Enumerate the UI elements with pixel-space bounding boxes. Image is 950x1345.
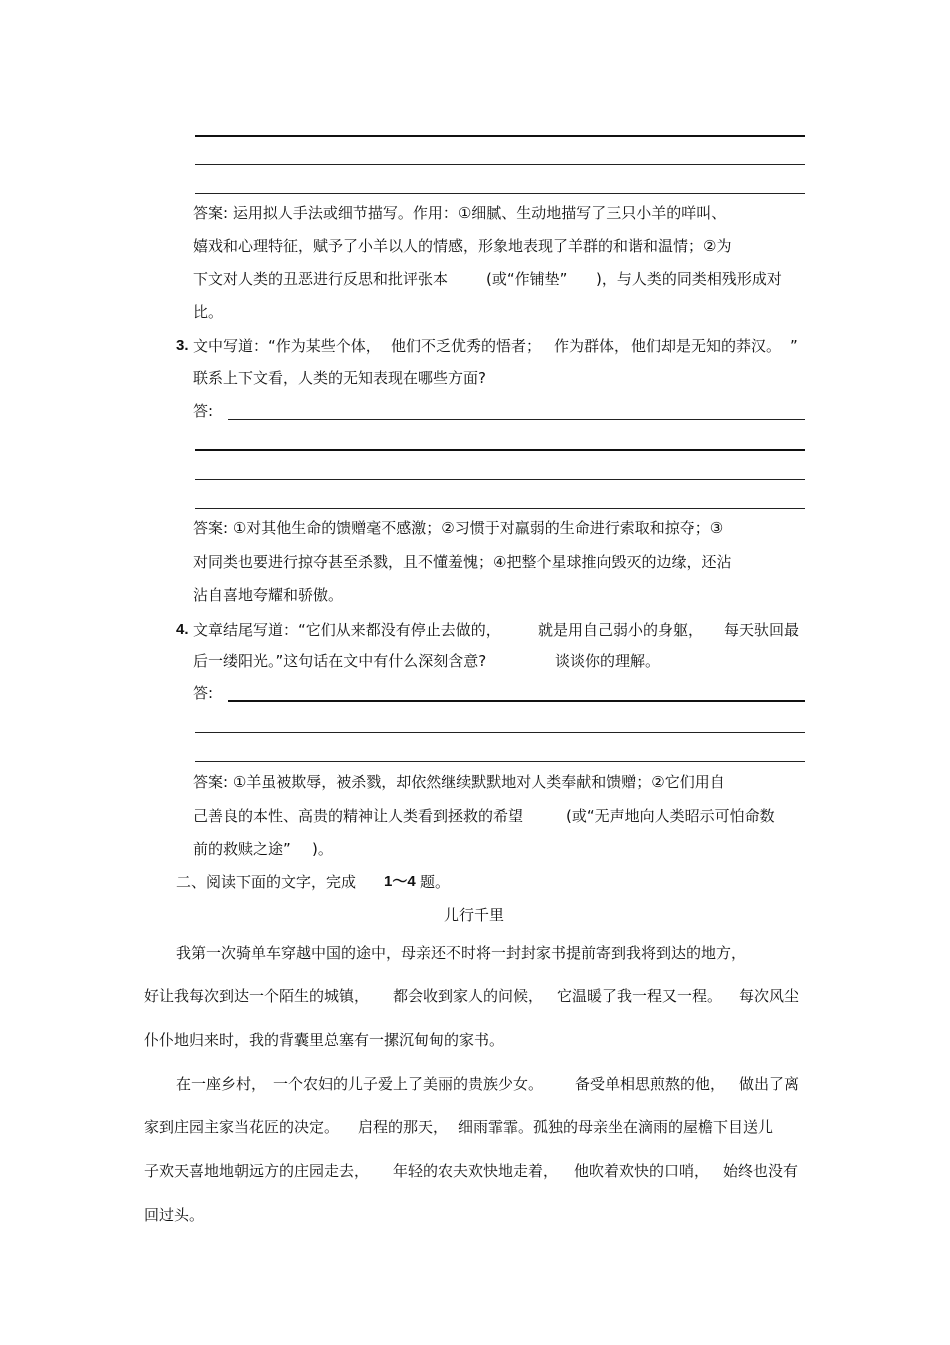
passage-p1-line-2d: 每次风尘 — [739, 987, 800, 1005]
q4-prompt-line-2b: 谈谈你的理解。 — [555, 652, 661, 670]
q3-prompt-a: 文中写道：“作为某些个体， — [193, 337, 381, 355]
answer-line — [195, 164, 805, 165]
q3-prompt-b: 他们不乏优秀的悟者； — [391, 337, 542, 355]
q3-answer-line[interactable] — [195, 449, 805, 451]
passage-p2-line-1c: 备受单相思煎熬的他， — [575, 1075, 726, 1093]
q4-answer-line-3b: )。 — [312, 840, 333, 858]
q3-prompt-d: 他们却是无知的莽汉。 — [631, 337, 782, 355]
passage-p2-line-2a: 家到庄园主家当花匠的决定。 — [144, 1118, 340, 1136]
passage-p2-line-3b: 年轻的农夫欢快地走着， — [393, 1162, 559, 1180]
q4-prompt-c: 每天驮回最 — [724, 621, 800, 639]
section-heading-range: 1～4 — [384, 873, 416, 890]
q2-answer-line-3a: 下文对人类的丑恶进行反思和批评张本 — [193, 270, 449, 288]
section-heading-a: 二、阅读下面的文字，完成 — [176, 873, 357, 891]
q3-answer-line[interactable] — [195, 508, 805, 509]
passage-p2-line-3c: 他吹着欢快的口哨， — [574, 1162, 710, 1180]
passage-p2-line-1d: 做出了离 — [739, 1075, 800, 1093]
q4-answer-line-1: 答案: ①羊虽被欺辱，被杀戮，却依然继续默默地对人类奉献和馈赠；②它们用自 — [193, 773, 725, 791]
q3-answer-line[interactable] — [228, 419, 805, 420]
q4-prompt-b: 就是用自己弱小的身躯， — [538, 621, 704, 639]
q3-prompt-line-2: 联系上下文看，人类的无知表现在哪些方面? — [193, 369, 486, 387]
q3-answer-line-3: 沾自喜地夸耀和骄傲。 — [193, 586, 344, 604]
q3-answer-line[interactable] — [195, 479, 805, 480]
passage-p1-line-3: 仆仆地归来时，我的背囊里总塞有一摞沉甸甸的家书。 — [144, 1031, 505, 1049]
q4-answer-line-2a: 己善良的本性、高贵的精神让人类看到拯救的希望 — [193, 807, 524, 825]
q4-answer-line[interactable] — [228, 700, 805, 702]
passage-p1-line-2b: 都会收到家人的问候， — [393, 987, 544, 1005]
passage-p1-line-2c: 它温暖了我一程又一程。 — [557, 987, 723, 1005]
passage-p1-line-1: 我第一次骑单车穿越中国的途中，母亲还不时将一封封家书提前寄到我将到达的地方， — [176, 944, 747, 962]
q3-answer-label: 答: — [193, 402, 214, 420]
q4-prompt-line-2a: 后一缕阳光。”这句话在文中有什么深刻含意? — [193, 652, 487, 670]
passage-p1-line-2a: 好让我每次到达一个陌生的城镇， — [144, 987, 370, 1005]
q4-answer-line[interactable] — [195, 761, 805, 762]
passage-p2-line-2b: 启程的那天， — [358, 1118, 449, 1136]
q4-number: 4. — [176, 621, 189, 638]
q4-answer-line[interactable] — [195, 732, 805, 733]
section-heading-b: 题。 — [420, 873, 451, 891]
answer-line — [195, 193, 805, 194]
q4-prompt-a: 文章结尾写道：“它们从来都没有停止去做的， — [193, 621, 501, 639]
passage-p2-line-1a: 在一座乡村， — [176, 1075, 267, 1093]
q3-prompt-e: ” — [790, 337, 798, 355]
q2-answer-line-2: 嬉戏和心理特征，赋予了小羊以人的情感，形象地表现了羊群的和谐和温情；②为 — [193, 237, 732, 255]
q4-answer-label: 答: — [193, 684, 214, 702]
passage-p2-line-4: 回过头。 — [144, 1206, 205, 1224]
q3-answer-line-1: 答案: ①对其他生命的馈赠毫不感激；②习惯于对羸弱的生命进行索取和掠夺；③ — [193, 519, 724, 537]
q4-answer-line-3: 前的救赎之途” — [193, 840, 291, 858]
q2-answer-line-3c: )，与人类的同类相残形成对 — [596, 270, 782, 288]
answer-line — [195, 135, 805, 137]
passage-p2-line-3d: 始终也没有 — [723, 1162, 799, 1180]
q2-answer-line-3b: (或“作铺垫” — [486, 270, 568, 288]
q2-answer-line-1: 答案: 运用拟人手法或细节描写。作用：①细腻、生动地描写了三只小羊的咩叫、 — [193, 204, 727, 222]
q2-answer-line-4: 比。 — [193, 303, 224, 321]
q3-answer-line-2: 对同类也要进行掠夺甚至杀戮，且不懂羞愧；④把整个星球推向毁灭的边缘，还沾 — [193, 553, 732, 571]
passage-p2-line-3a: 子欢天喜地地朝远方的庄园走去， — [144, 1162, 370, 1180]
q4-answer-line-2b: (或“无声地向人类昭示可怕命数 — [566, 807, 775, 825]
passage-p2-line-2c: 细雨霏霏。孤独的母亲坐在滴雨的屋檐下目送儿 — [458, 1118, 774, 1136]
q3-number: 3. — [176, 337, 189, 354]
q3-prompt-c: 作为群体， — [554, 337, 630, 355]
passage-title: 儿行千里 — [444, 906, 505, 924]
passage-p2-line-1b: 一个农妇的儿子爱上了美丽的贵族少女。 — [273, 1075, 544, 1093]
